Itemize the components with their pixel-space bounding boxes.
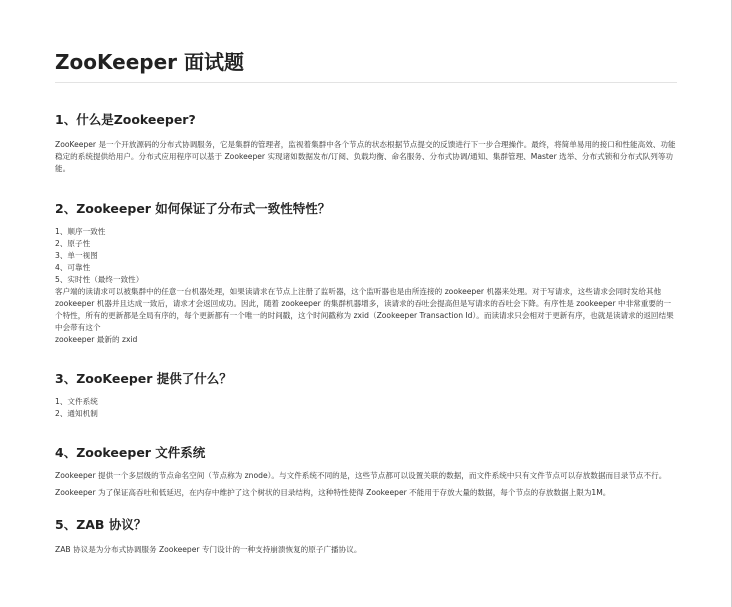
list-item: 3、单一视图	[55, 251, 98, 260]
section-paragraph: zookeeper 最新的 zxid	[55, 335, 138, 344]
section-heading-what-is-zookeeper: 1、什么是Zookeeper?	[55, 112, 196, 127]
section-paragraph: ZooKeeper 是一个开放源码的分布式协调服务，它是集群的管理者，监视着集群中各个节点的状态根据节点提交的反馈进行下一步合理操作。最终，将简单易用的接口和性能高效、功能稳定的系统提供给用户。分布式应用程序可以基于 Zookeeper 实现诸如数据发布/订阅、负载均衡、命名服务、分布式协调/通知、集群管理、Master 选举、分布式锁和分布式队列等功能。	[55, 140, 676, 173]
section-paragraph: Zookeeper 为了保证高吞吐和低延迟，在内存中维护了这个树状的目录结构，这种特性使得 Zookeeper 不能用于存放大量的数据，每个节点的存放数据上限为1M。	[55, 488, 611, 497]
list-item: 4、可靠性	[55, 263, 91, 272]
list-item: 1、顺序一致性	[55, 227, 106, 236]
section-paragraph: ZAB 协议是为分布式协调服务 Zookeeper 专门设计的一种支持崩溃恢复的原子广播协议。	[55, 545, 362, 554]
list-item: 1、文件系统	[55, 397, 98, 406]
section-paragraph: 客户端的读请求可以被集群中的任意一台机器处理，如果读请求在节点上注册了监听器，这个监听器也是由所连接的 zookeeper 机器来处理。对于写请求，这些请求会同时发给其他 zookeeper 机器并且达成一致后，请求才会返回成功。因此，随着 zookeeper 的集群机器增多，读请求的吞吐会提高但是写请求的吞吐会下降。有序性是 zookeeper 中非常重要的一个特性，所有的更新都是全局有序的，每个更新都有一个唯一的时间戳，这个时间戳称为 zxid（Zookeeper Transaction Id）。而读请求只会相对于更新有序，也就是读请求的返回结果中会带有这个	[55, 287, 674, 332]
list-item: 5、实时性（最终一致性）	[55, 275, 144, 284]
list-item: 2、通知机制	[55, 409, 98, 418]
section-heading-file-system: 4、Zookeeper 文件系统	[55, 445, 206, 460]
page-title: ZooKeeper 面试题	[55, 50, 677, 83]
provides-list	[55, 396, 677, 420]
list-item: 2、原子性	[55, 239, 91, 248]
section-heading-zab-protocol: 5、ZAB 协议？	[55, 517, 147, 532]
section-paragraph: Zookeeper 提供一个多层级的节点命名空间（节点称为 znode）。与文件系统不同的是，这些节点都可以设置关联的数据，而文件系统中只有文件节点可以存放数据而目录节点不行。	[55, 471, 667, 480]
section-heading-what-zookeeper-provides: 3、ZooKeeper 提供了什么？	[55, 371, 232, 386]
section-heading-consistency: 2、Zookeeper 如何保证了分布式一致性特性？	[55, 201, 331, 216]
document-content	[55, 50, 677, 556]
consistency-list	[55, 226, 677, 286]
